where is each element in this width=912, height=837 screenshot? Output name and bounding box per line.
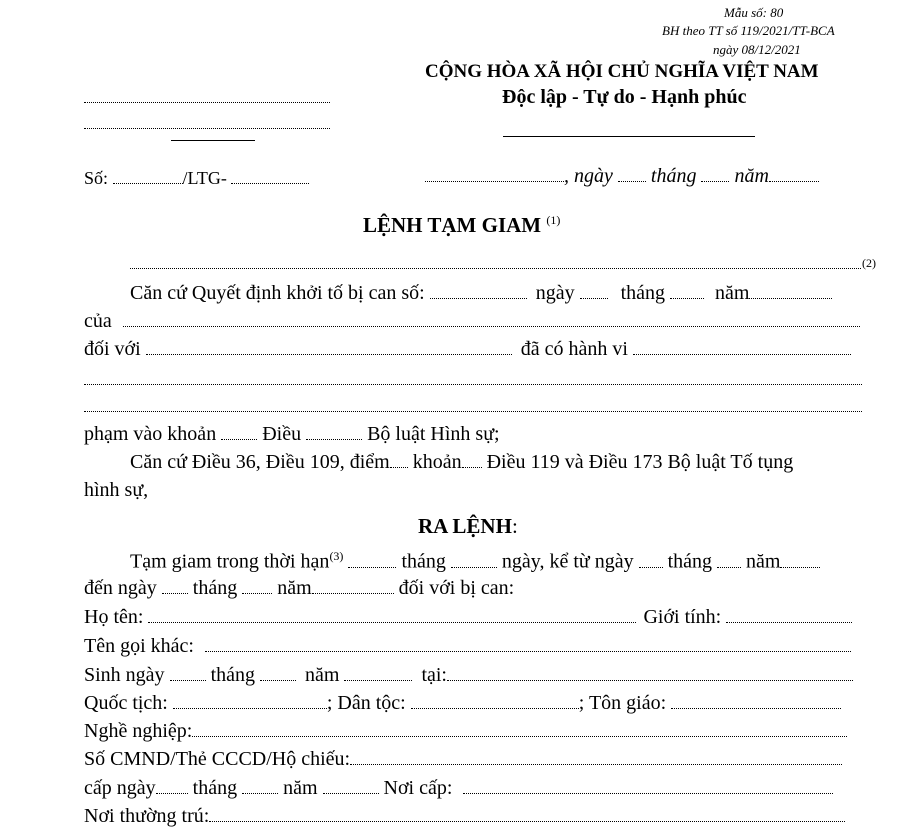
ra-lenh-text: RA LỆNH bbox=[418, 514, 512, 538]
ngay-label: , ngày bbox=[564, 165, 613, 187]
hanh-vi-field[interactable] bbox=[633, 354, 851, 355]
qd-nam-label: năm bbox=[715, 282, 750, 304]
number-line bbox=[84, 168, 309, 189]
dieu-field[interactable] bbox=[306, 439, 362, 440]
agency-underline bbox=[171, 140, 255, 141]
cap-thang-label: tháng bbox=[192, 777, 238, 799]
tu-ngay-field[interactable] bbox=[639, 567, 663, 568]
row-den-ngay bbox=[84, 577, 862, 603]
ngay-ke-tu-label: ngày, kể từ ngày bbox=[501, 550, 634, 573]
sinh-nam-field[interactable] bbox=[344, 680, 412, 681]
noi-sinh-field[interactable] bbox=[447, 680, 853, 681]
noi-thuong-tru-field[interactable] bbox=[209, 821, 845, 822]
row-ho-ten bbox=[84, 606, 862, 632]
dieu-label: Điều bbox=[262, 423, 302, 445]
place-field[interactable] bbox=[425, 181, 564, 182]
quoc-tich-label: Quốc tịch: bbox=[84, 692, 168, 714]
can-cu-dieu-label: Căn cứ Điều 36, Điều 109, điểm bbox=[130, 451, 390, 473]
noi-cap-label: Nơi cấp: bbox=[383, 777, 453, 799]
tai-label: tại: bbox=[421, 664, 447, 686]
ltg-field[interactable] bbox=[231, 183, 309, 184]
cap-nam-field[interactable] bbox=[323, 793, 379, 794]
so-field[interactable] bbox=[113, 183, 183, 184]
qd-ngay-field[interactable] bbox=[580, 298, 608, 299]
row-pham-vao bbox=[84, 423, 862, 449]
hinh-su-label: hình sự, bbox=[84, 479, 149, 501]
doi-voi-bi-can-label: đối với bị can: bbox=[398, 577, 515, 599]
cmnd-field[interactable] bbox=[350, 764, 842, 765]
row-doi-voi bbox=[84, 338, 862, 364]
hanh-vi-label: đã có hành vi bbox=[520, 338, 628, 360]
den-nam-label: năm bbox=[277, 577, 312, 599]
ho-ten-field[interactable] bbox=[148, 622, 636, 623]
dan-toc-label: ; Dân tộc: bbox=[326, 692, 406, 714]
doi-voi-field[interactable] bbox=[146, 354, 512, 355]
bo-luat-label: Bộ luật Hình sự; bbox=[367, 423, 500, 445]
note-2: (2) bbox=[862, 256, 876, 270]
noi-cap-field[interactable] bbox=[463, 793, 833, 794]
row-noi-thuong-tru bbox=[84, 805, 862, 831]
tam-giam-label: Tạm giam trong thời hạn bbox=[130, 550, 330, 573]
cmnd-label: Số CMND/Thẻ CCCD/Hộ chiếu: bbox=[84, 748, 351, 770]
nation-header: CỘNG HÒA XÃ HỘI CHỦ NGHĨA VIỆT NAM bbox=[425, 61, 819, 82]
nam-field[interactable] bbox=[769, 181, 819, 182]
row-cua bbox=[84, 310, 862, 336]
so-label: Số: bbox=[84, 168, 109, 188]
title-note: (1) bbox=[546, 213, 561, 227]
nam-label: năm bbox=[734, 165, 769, 187]
can-cu-dieu-2-label: Điều 119 và Điều 173 Bộ luật Tố tụng bbox=[486, 451, 794, 473]
dan-toc-field[interactable] bbox=[411, 708, 579, 709]
order-thang-label: tháng bbox=[401, 550, 446, 573]
agency-line-2[interactable] bbox=[84, 128, 330, 129]
noi-thuong-tru-label: Nơi thường trú: bbox=[84, 805, 210, 827]
ra-lenh-colon: : bbox=[511, 514, 518, 538]
motto-underline bbox=[503, 136, 755, 137]
tu-nam-field[interactable] bbox=[780, 567, 820, 568]
doi-voi-label: đối với bbox=[84, 338, 141, 360]
row-tam-giam bbox=[84, 549, 862, 575]
ngay-field[interactable] bbox=[618, 181, 646, 182]
row-ten-goi-khac bbox=[84, 635, 862, 661]
nghe-nghiep-label: Nghề nghiệp: bbox=[84, 720, 193, 742]
ho-ten-label: Họ tên: bbox=[84, 606, 144, 628]
agency-line-1[interactable] bbox=[84, 102, 330, 103]
den-thang-field[interactable] bbox=[242, 593, 272, 594]
gioi-tinh-label: Giới tính: bbox=[643, 606, 722, 628]
document-title bbox=[363, 213, 560, 238]
sinh-ngay-label: Sinh ngày bbox=[84, 664, 165, 686]
ten-goi-khac-label: Tên gọi khác: bbox=[84, 635, 194, 657]
row-hinh-su bbox=[84, 479, 862, 505]
motto: Độc lập - Tự do - Hạnh phúc bbox=[502, 86, 747, 108]
cap-ngay-label: cấp ngày bbox=[84, 777, 156, 799]
pham-vao-khoan-label: phạm vào khoản bbox=[84, 423, 217, 445]
order-nam-label: năm bbox=[746, 550, 781, 573]
gioi-tinh-field[interactable] bbox=[726, 622, 852, 623]
issued-date: ngày 08/12/2021 bbox=[713, 42, 801, 57]
ra-lenh-heading bbox=[418, 514, 518, 539]
behavior-line-2[interactable] bbox=[84, 411, 862, 412]
issued-by: BH theo TT số 119/2021/TT-BCA bbox=[662, 23, 835, 38]
ton-giao-label: ; Tôn giáo: bbox=[578, 692, 667, 714]
row-quoc-tich bbox=[84, 692, 862, 718]
row-cap-ngay bbox=[84, 777, 862, 803]
row-can-cu-qd bbox=[84, 282, 862, 308]
title-text: LỆNH TẠM GIAM bbox=[363, 213, 542, 237]
qd-number-field[interactable] bbox=[430, 298, 527, 299]
den-thang-label: tháng bbox=[192, 577, 238, 599]
cap-thang-field[interactable] bbox=[242, 793, 278, 794]
ton-giao-field[interactable] bbox=[671, 708, 841, 709]
sinh-nam-label: năm bbox=[305, 664, 340, 686]
row-cmnd bbox=[84, 748, 862, 774]
tu-thang-field[interactable] bbox=[717, 567, 741, 568]
authority-line[interactable] bbox=[130, 268, 861, 269]
row-sinh-ngay bbox=[84, 664, 862, 690]
sinh-thang-field[interactable] bbox=[260, 680, 296, 681]
ltg-label: /LTG- bbox=[182, 168, 227, 188]
date-line bbox=[425, 165, 819, 188]
cap-nam-label: năm bbox=[283, 777, 318, 799]
nghe-nghiep-field[interactable] bbox=[192, 736, 847, 737]
thoi-han-ngay-field[interactable] bbox=[451, 567, 497, 568]
quoc-tich-field[interactable] bbox=[173, 708, 327, 709]
can-cu-qd-label: Căn cứ Quyết định khởi tố bị can số: bbox=[130, 282, 425, 304]
form-number: Mẫu số: 80 bbox=[724, 5, 784, 20]
diem-field[interactable] bbox=[390, 467, 408, 468]
behavior-line-1[interactable] bbox=[84, 384, 862, 385]
cua-field[interactable] bbox=[123, 326, 860, 327]
row-can-cu-dieu bbox=[84, 451, 862, 477]
note-3: (3) bbox=[329, 549, 344, 563]
order-thang2-label: tháng bbox=[667, 550, 713, 573]
cap-ngay-field[interactable] bbox=[156, 793, 188, 794]
den-ngay-label: đến ngày bbox=[84, 577, 157, 599]
thang-label: tháng bbox=[650, 165, 697, 187]
qd-ngay-label: ngày bbox=[535, 282, 575, 304]
row-nghe-nghiep bbox=[84, 720, 862, 746]
khoan-field[interactable] bbox=[221, 439, 257, 440]
khoan2-field[interactable] bbox=[462, 467, 482, 468]
qd-thang-field[interactable] bbox=[670, 298, 704, 299]
khoan-label: khoản bbox=[412, 451, 462, 473]
den-ngay-field[interactable] bbox=[162, 593, 188, 594]
sinh-ngay-field[interactable] bbox=[170, 680, 206, 681]
sinh-thang-label: tháng bbox=[210, 664, 255, 686]
cua-label: của bbox=[84, 310, 112, 332]
qd-nam-field[interactable] bbox=[749, 298, 832, 299]
qd-thang-label: tháng bbox=[620, 282, 666, 304]
den-nam-field[interactable] bbox=[312, 593, 394, 594]
ten-goi-khac-field[interactable] bbox=[205, 651, 851, 652]
thoi-han-thang-field[interactable] bbox=[348, 567, 396, 568]
thang-field[interactable] bbox=[701, 181, 729, 182]
